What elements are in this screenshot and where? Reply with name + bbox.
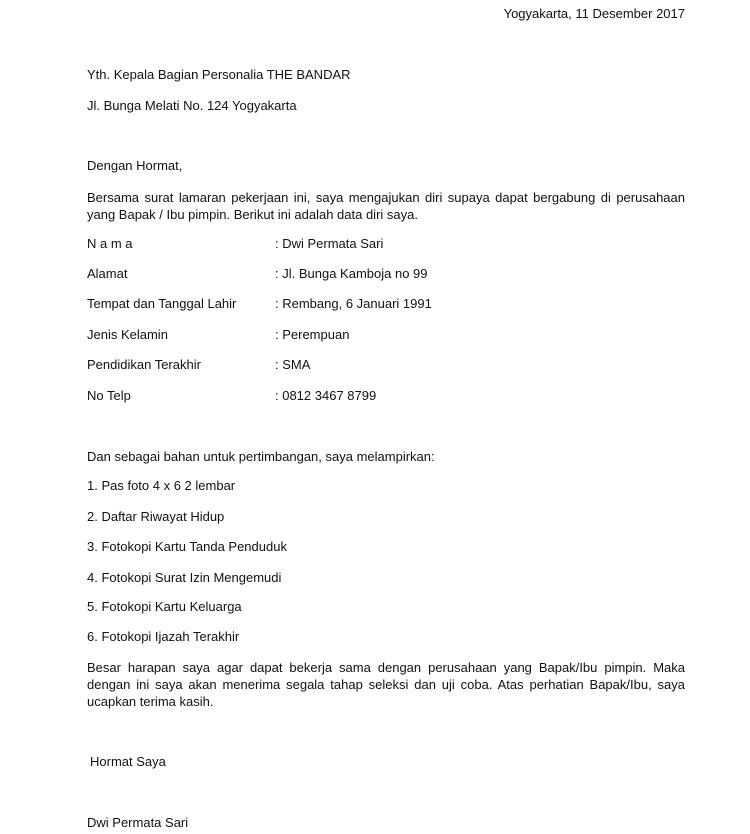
detail-value-address: : Jl. Bunga Kamboja no 99: [275, 266, 428, 281]
sign-off: Hormat Saya: [90, 754, 166, 769]
detail-label-address: Alamat: [87, 266, 128, 281]
detail-value-phone: : 0812 3467 8799: [275, 388, 377, 403]
signature-name: Dwi Permata Sari: [87, 815, 189, 830]
attachment-item: 6. Fotokopi Ijazah Terakhir: [87, 629, 240, 644]
attachments-intro: Dan sebagai bahan untuk pertimbangan, saya melampirkan:: [87, 449, 435, 464]
detail-label-gender: Jenis Kelamin: [87, 327, 168, 342]
attachment-item: 4. Fotokopi Surat Izin Mengemudi: [87, 570, 282, 585]
recipient-line: Yth. Kepala Bagian Personalia THE BANDAR: [87, 67, 351, 82]
detail-label-phone: No Telp: [87, 388, 131, 403]
detail-value-gender: : Perempuan: [275, 327, 350, 342]
detail-label-name: N a m a: [87, 236, 133, 251]
attachment-item: 3. Fotokopi Kartu Tanda Penduduk: [87, 539, 287, 554]
detail-value-education: : SMA: [275, 357, 311, 372]
recipient-address: Jl. Bunga Melati No. 124 Yogyakarta: [87, 98, 297, 113]
detail-label-education: Pendidikan Terakhir: [87, 357, 201, 372]
attachment-item: 1. Pas foto 4 x 6 2 lembar: [87, 478, 236, 493]
detail-label-birth: Tempat dan Tanggal Lahir: [87, 296, 237, 311]
closing-paragraph: Besar harapan saya agar dapat bekerja sama dengan perusahaan yang Bapak/Ibu pimpin. Maka dengan ini saya akan menerima segala tahap seleksi dan uji coba. Atas perhatian Bapak/Ibu, saya ucapkan terima kasih.: [87, 660, 685, 709]
attachment-item: 2. Daftar Riwayat Hidup: [87, 509, 225, 524]
detail-value-birth: : Rembang, 6 Januari 1991: [275, 296, 432, 311]
detail-value-name: : Dwi Permata Sari: [275, 236, 384, 251]
letter-date: Yogyakarta, 11 Desember 2017: [503, 6, 685, 21]
intro-paragraph: Bersama surat lamaran pekerjaan ini, saya mengajukan diri supaya dapat bergabung di perusahaan yang Bapak / Ibu pimpin. Berikut ini adalah data diri saya.: [87, 190, 685, 222]
attachment-item: 5. Fotokopi Kartu Keluarga: [87, 599, 242, 614]
greeting: Dengan Hormat,: [87, 158, 183, 173]
